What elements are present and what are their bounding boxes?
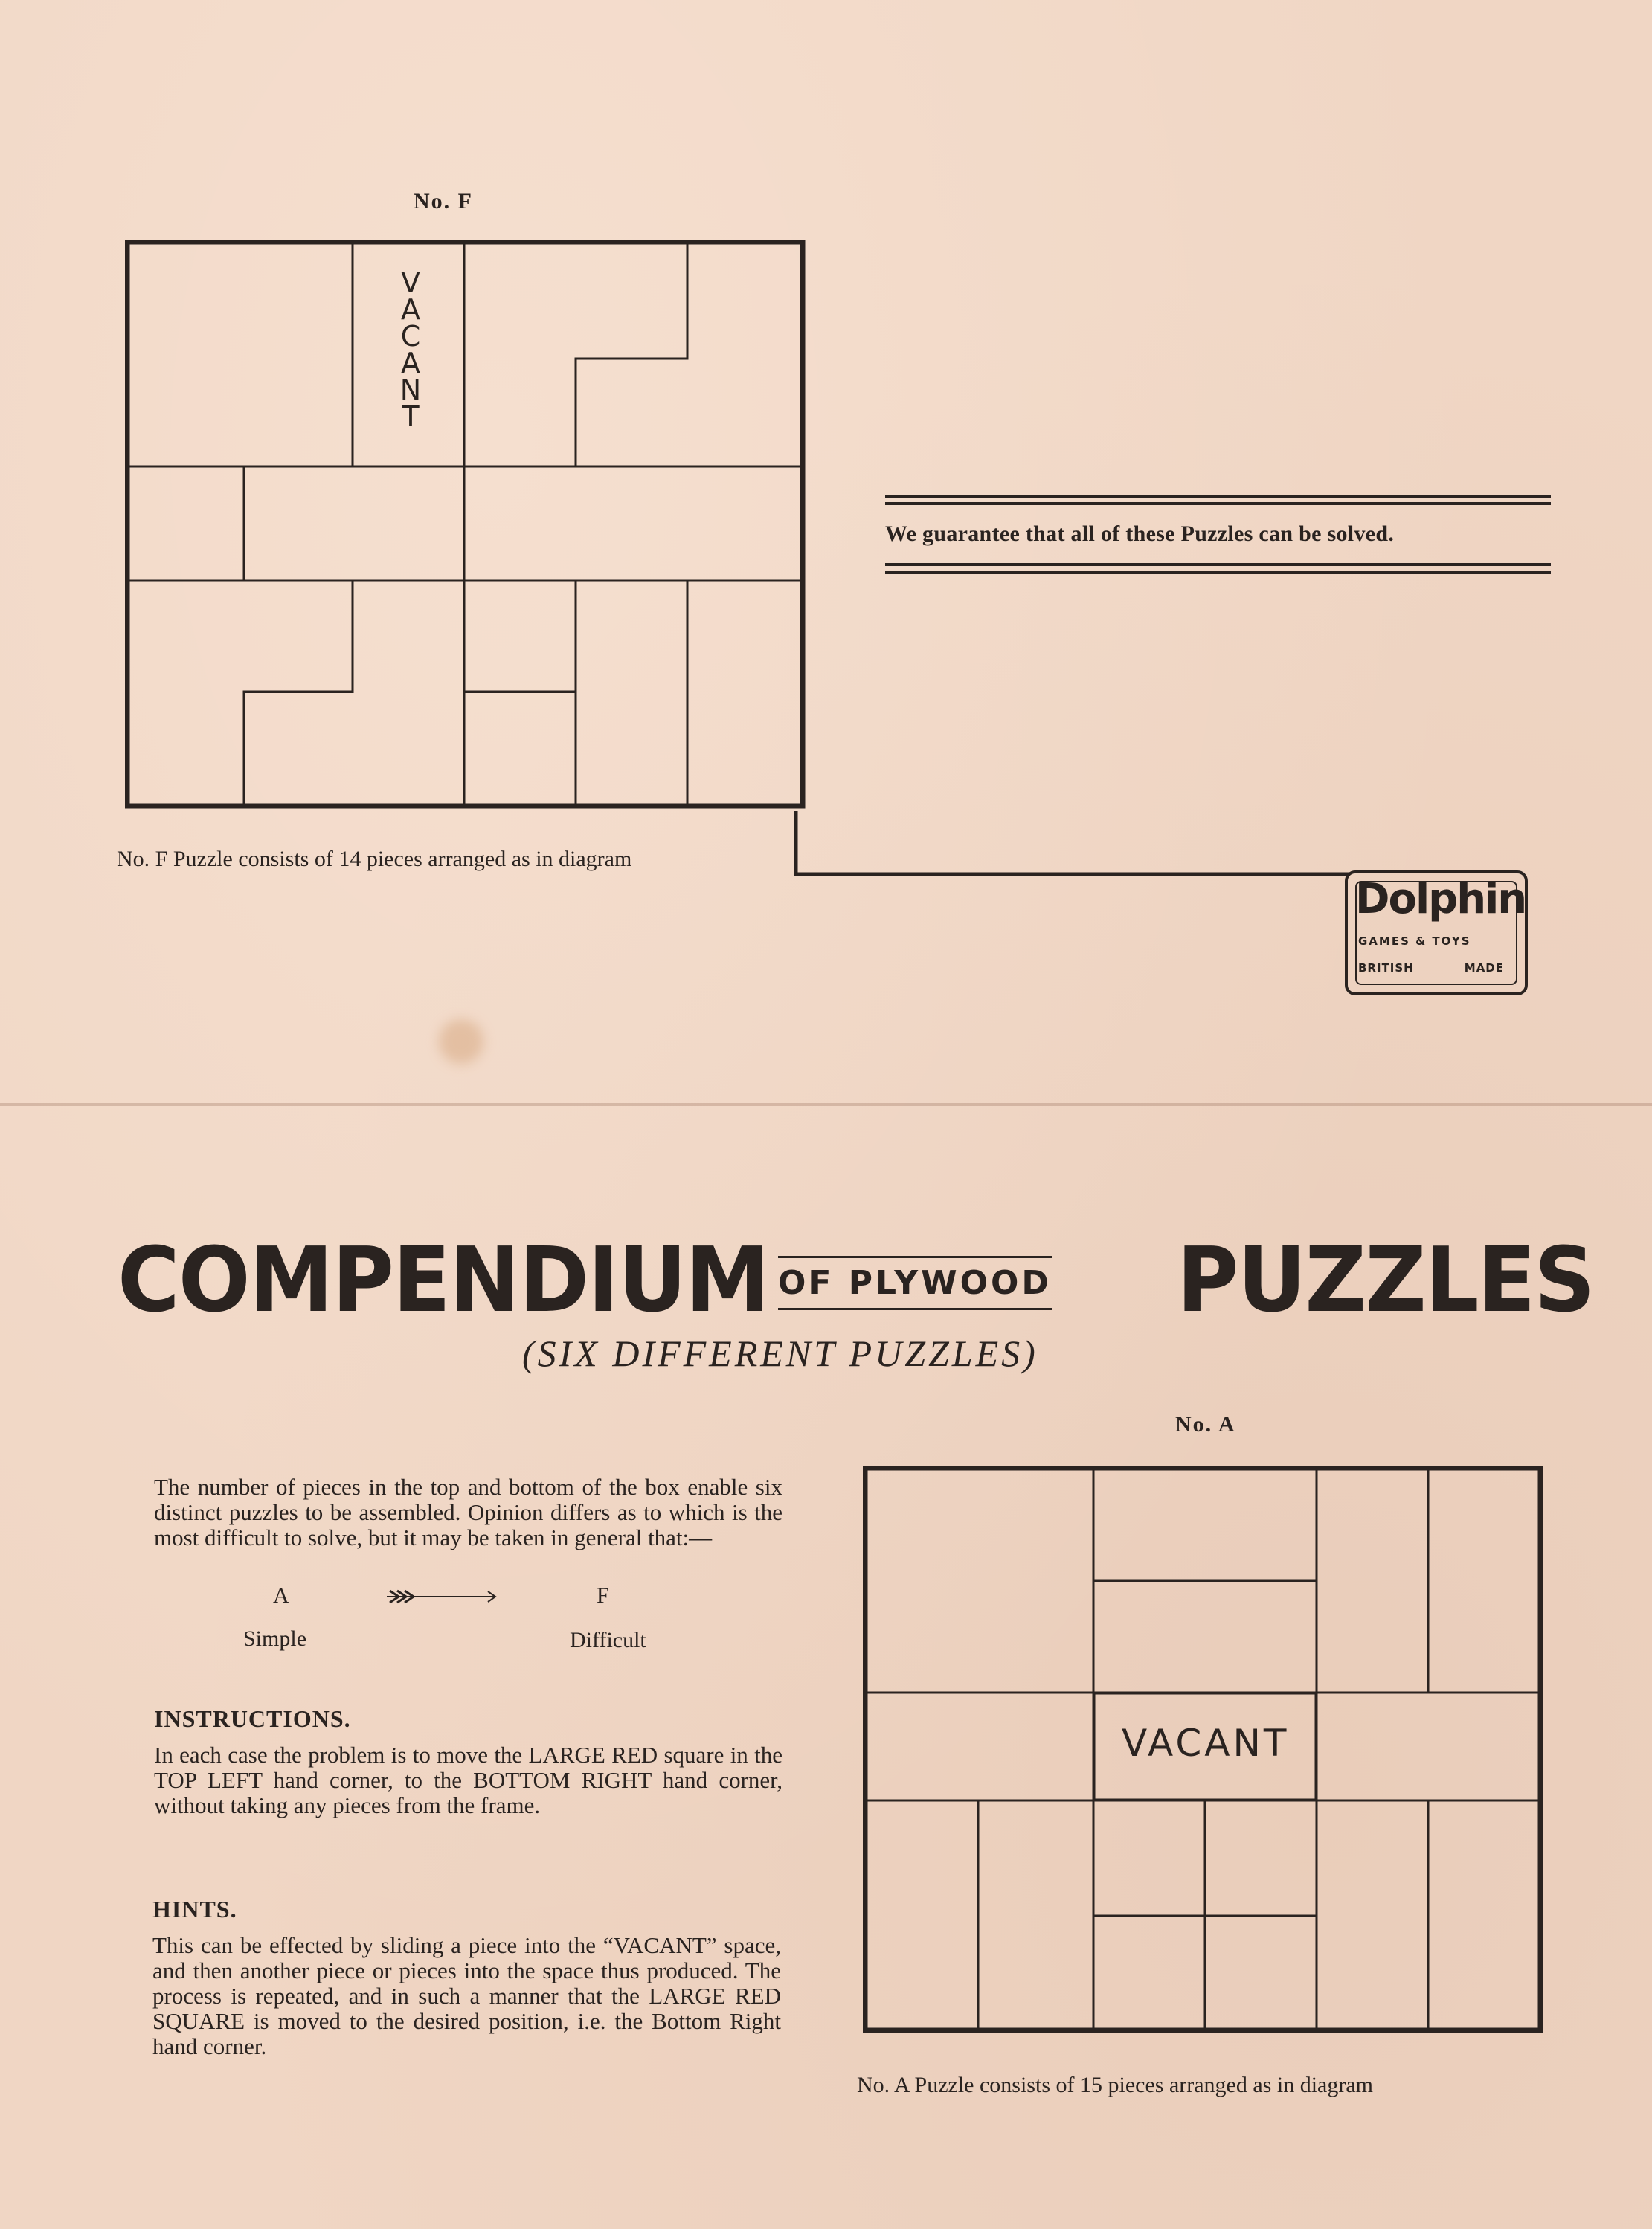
logo-origin — [1358, 961, 1504, 975]
subtitle: (SIX DIFFERENT PUZZLES) — [522, 1332, 1038, 1374]
hints-heading: HINTS. — [152, 1896, 237, 1922]
puzzle-f-title: No. F — [414, 189, 473, 214]
scale-to-label: Difficult — [570, 1628, 646, 1652]
title-puzzles: PUZZLES — [1177, 1229, 1594, 1332]
double-rule-top — [885, 495, 1551, 505]
vacant-letter: V — [401, 266, 420, 299]
puzzle-a-title: No. A — [1175, 1412, 1236, 1437]
connector-line — [788, 811, 1354, 878]
title-compendium: COMPENDIUM — [118, 1229, 768, 1332]
scale-from-letter: A — [273, 1583, 289, 1608]
guarantee-block — [885, 495, 1551, 574]
puzzle-f-diagram — [125, 240, 806, 811]
instructions-text: In each case the problem is to move the LARGE RED square in the TOP LEFT hand corner, to the BOTTOM RIGHT hand corner, without taking any pieces from the frame. — [154, 1742, 782, 1818]
vacant-letter: A — [401, 347, 420, 379]
guarantee-text: We guarantee that all of these Puzzles can be solved. — [885, 522, 1395, 546]
scale-from-label: Simple — [243, 1626, 307, 1651]
dolphin-logo — [1345, 870, 1528, 995]
puzzle-a-vacant: VACANT — [1122, 1722, 1290, 1765]
logo-sub: GAMES & TOYS — [1358, 934, 1471, 948]
logo-origin-left: BRITISH — [1358, 961, 1414, 975]
piece-edge — [576, 242, 687, 466]
puzzle-f-caption: No. F Puzzle consists of 14 pieces arranged as in diagram — [117, 847, 632, 871]
piece-edge — [244, 580, 353, 806]
paper-stain — [439, 1019, 483, 1064]
vacant-letter: N — [399, 373, 422, 406]
vacant-letter: T — [402, 400, 420, 433]
fold-crease — [0, 1103, 1652, 1106]
double-rule-bottom — [885, 563, 1551, 574]
intro-paragraph: The number of pieces in the top and bottom of the box enable six distinct puzzles to be assembled. Opinion differs as to which is the most difficult to solve, but it may be taken in general that:— — [154, 1474, 782, 1550]
title-of-plywood: OF PLYWOOD — [778, 1256, 1052, 1310]
arrow-icon — [387, 1588, 498, 1606]
instructions-heading: INSTRUCTIONS. — [154, 1705, 351, 1732]
vacant-letter: C — [400, 320, 421, 353]
hints-text: This can be effected by sliding a piece into the “VACANT” space, and then another piece or pieces into the space thus produced. The process is repeated, and in such a manner that the LARGE RED SQUARE is moved to the desired position, i.e. the Bottom Right hand corner. — [152, 1932, 781, 2059]
vacant-letter: A — [401, 293, 420, 326]
scale-to-letter: F — [597, 1583, 609, 1608]
puzzle-a-caption: No. A Puzzle consists of 15 pieces arranged as in diagram — [857, 2073, 1373, 2097]
logo-brand: Dolphin — [1355, 875, 1526, 923]
logo-origin-right: MADE — [1464, 961, 1504, 975]
puzzle-f-vacant — [396, 266, 425, 433]
